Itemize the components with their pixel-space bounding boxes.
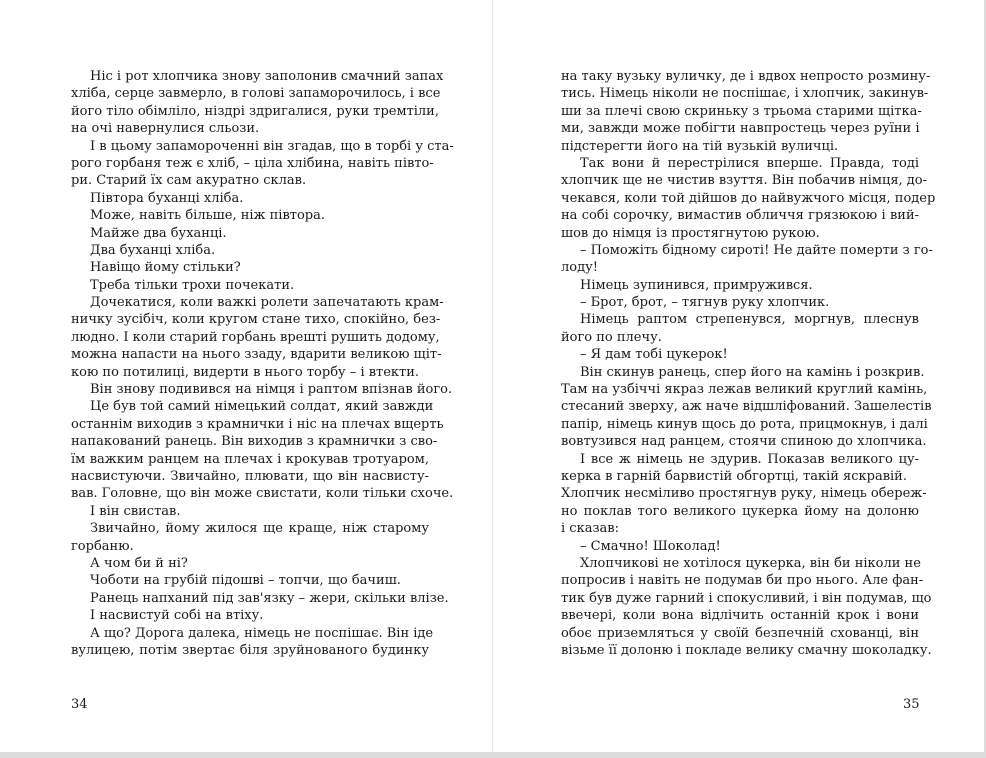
- text-line: попросив і навіть не подумав би про нього. Але фан-: [561, 573, 924, 589]
- text-line: ши за плечі свою скриньку з трьома старими щітка-: [561, 103, 922, 119]
- text-line: Німець раптом стрепенувся, моргнув, плеснув: [580, 312, 919, 328]
- right-page-number: 35: [903, 697, 920, 712]
- text-line: на очі навернулися сльози.: [71, 121, 260, 137]
- page-spine: [492, 0, 493, 758]
- text-line: Хлопчикові не хотілося цукерка, він би ніколи не: [580, 555, 921, 571]
- text-line: стесаний зверху, аж наче відшліфований. Зашелестів: [561, 399, 932, 415]
- text-line: його по плечу.: [561, 329, 662, 345]
- text-line: Німець зупинився, примружився.: [580, 277, 813, 293]
- text-line: вав. Головне, що він може свистати, коли тільки схоче.: [71, 486, 454, 502]
- text-line: лоду!: [561, 260, 598, 276]
- text-line: – Я дам тобі цукерок!: [580, 347, 728, 363]
- text-line: – Брот, брот, – тягнув руку хлопчик.: [580, 295, 830, 311]
- text-line: І в цьому запамороченні він згадав, що в торбі у ста-: [90, 138, 454, 154]
- text-line: Хлопчик несміливо простягнув руку, німець обереж-: [561, 486, 927, 502]
- text-line: Може, навіть більше, ніж півтора.: [90, 208, 325, 224]
- text-line: Він знову подивився на німця і раптом впізнав його.: [90, 382, 453, 398]
- text-line: ри. Старий їх сам акуратно склав.: [71, 173, 307, 189]
- text-line: Звичайно, йому жилося ще краще, ніж старому: [90, 521, 429, 537]
- text-line: хліба, серце завмерло, в голові запаморочилось, і все: [71, 86, 441, 102]
- text-line: рого горбаня теж є хліб, – ціла хлібина, навіть півто-: [71, 155, 434, 171]
- text-line: – Смачно! Шоколад!: [580, 538, 721, 554]
- text-line: вовтузився над ранцем, стоячи спиною до хлопчика.: [561, 434, 927, 450]
- text-line: горбаню.: [71, 538, 134, 554]
- text-line: обоє приземляться у своїй безпечній схованці, він: [561, 625, 919, 641]
- text-line: І все ж німець не здурив. Показав великого цу-: [580, 451, 919, 467]
- text-line: но поклав того великого цукерка йому на долоню: [561, 503, 919, 519]
- text-line: хлопчик ще не чистив взуття. Він побачив німця, до-: [561, 173, 928, 189]
- text-line: Треба тільки трохи почекати.: [90, 277, 295, 293]
- text-line: і сказав:: [561, 521, 619, 537]
- text-line: А чом би й ні?: [90, 555, 188, 571]
- text-line: А що? Дорога далека, німець не поспішає. Він іде: [90, 625, 434, 641]
- text-line: людно. І коли старий горбань врешті рушить додому,: [71, 329, 440, 345]
- text-line: Півтора буханці хліба.: [90, 190, 244, 206]
- text-line: Це був той самий німецький солдат, який завжди: [90, 399, 434, 415]
- text-line: кою по потилиці, видерти в нього торбу – і втекти.: [71, 364, 420, 380]
- right-page-text: [561, 68, 936, 659]
- text-line: ввечері, коли вона відлічить останній крок і вони: [561, 608, 919, 624]
- text-line: можна напасти на нього ззаду, вдарити великою щіт-: [71, 347, 442, 363]
- text-line: останнім виходив з крамнички і ніс на плечах вщерть: [71, 416, 444, 432]
- text-line: Чоботи на грубій підошві – топчи, що бачиш.: [90, 573, 401, 589]
- text-line: Ранець напханий під зав'язку – жери, скільки влізе.: [90, 590, 449, 606]
- text-line: їм важким ранцем на плечах і крокував тротуаром,: [71, 451, 429, 467]
- text-line: І він свистав.: [90, 503, 181, 519]
- text-line: Майже два буханці.: [90, 225, 227, 241]
- text-line: візьме її долоню і покладе велику смачну шоколадку.: [561, 642, 932, 658]
- text-line: Там на узбіччі якраз лежав великий круглий камінь,: [561, 382, 928, 398]
- text-line: на собі сорочку, вимастив обличчя грязюкою і вий-: [561, 208, 919, 224]
- text-line: Дочекатися, коли важкі ролети запечатають крам-: [90, 295, 444, 311]
- page-edge-bottom: [0, 752, 986, 758]
- text-line: І насвистуй собі на втіху.: [90, 608, 264, 624]
- text-line: Він скинув ранець, спер його на камінь і розкрив.: [580, 364, 925, 380]
- text-line: – Поможіть бідному сироті! Не дайте померти з го-: [580, 242, 933, 258]
- text-line: керка в гарній барвистій обгортці, такій яскравій.: [561, 468, 907, 484]
- text-line: шов до німця із простягнутою рукою.: [561, 225, 820, 241]
- text-line: чекався, коли той дійшов до найвужчого місця, подер: [561, 190, 936, 206]
- text-line: на таку вузьку вуличку, де і вдвох непросто розмину-: [561, 69, 931, 84]
- text-line: Навіщо йому стільки?: [90, 260, 241, 276]
- left-page-text: [71, 68, 454, 659]
- text-line: Так вони й перестрілися вперше. Правда, тоді: [580, 155, 919, 171]
- text-line: вулицею, потім звертає біля зруйнованого будинку: [71, 642, 429, 658]
- text-line: папір, німець кинув щось до рота, прицмокнув, і далі: [561, 416, 928, 432]
- text-line: насвистуючи. Звичайно, плювати, що він насвисту-: [71, 468, 429, 484]
- text-line: тик був дуже гарний і спокусливий, і він подумав, що: [561, 590, 932, 606]
- text-line: його тіло обімліло, ніздрі здригалися, руки тремтіли,: [71, 103, 439, 119]
- text-line: ми, завжди може побігти навпростець через руїни і: [561, 121, 920, 137]
- text-line: напакований ранець. Він виходив з крамнички з сво-: [71, 434, 438, 450]
- text-line: Два буханці хліба.: [90, 242, 216, 258]
- text-line: Ніс і рот хлопчика знову заполонив смачний запах: [90, 69, 444, 84]
- left-page-number: 34: [71, 697, 88, 712]
- text-line: тись. Німець ніколи не поспішає, і хлопчик, закинув-: [561, 86, 929, 102]
- text-line: підстерегти його на тій вузькій вуличці.: [561, 138, 839, 154]
- text-line: ничку зусібіч, коли кругом стане тихо, спокійно, без-: [71, 312, 441, 328]
